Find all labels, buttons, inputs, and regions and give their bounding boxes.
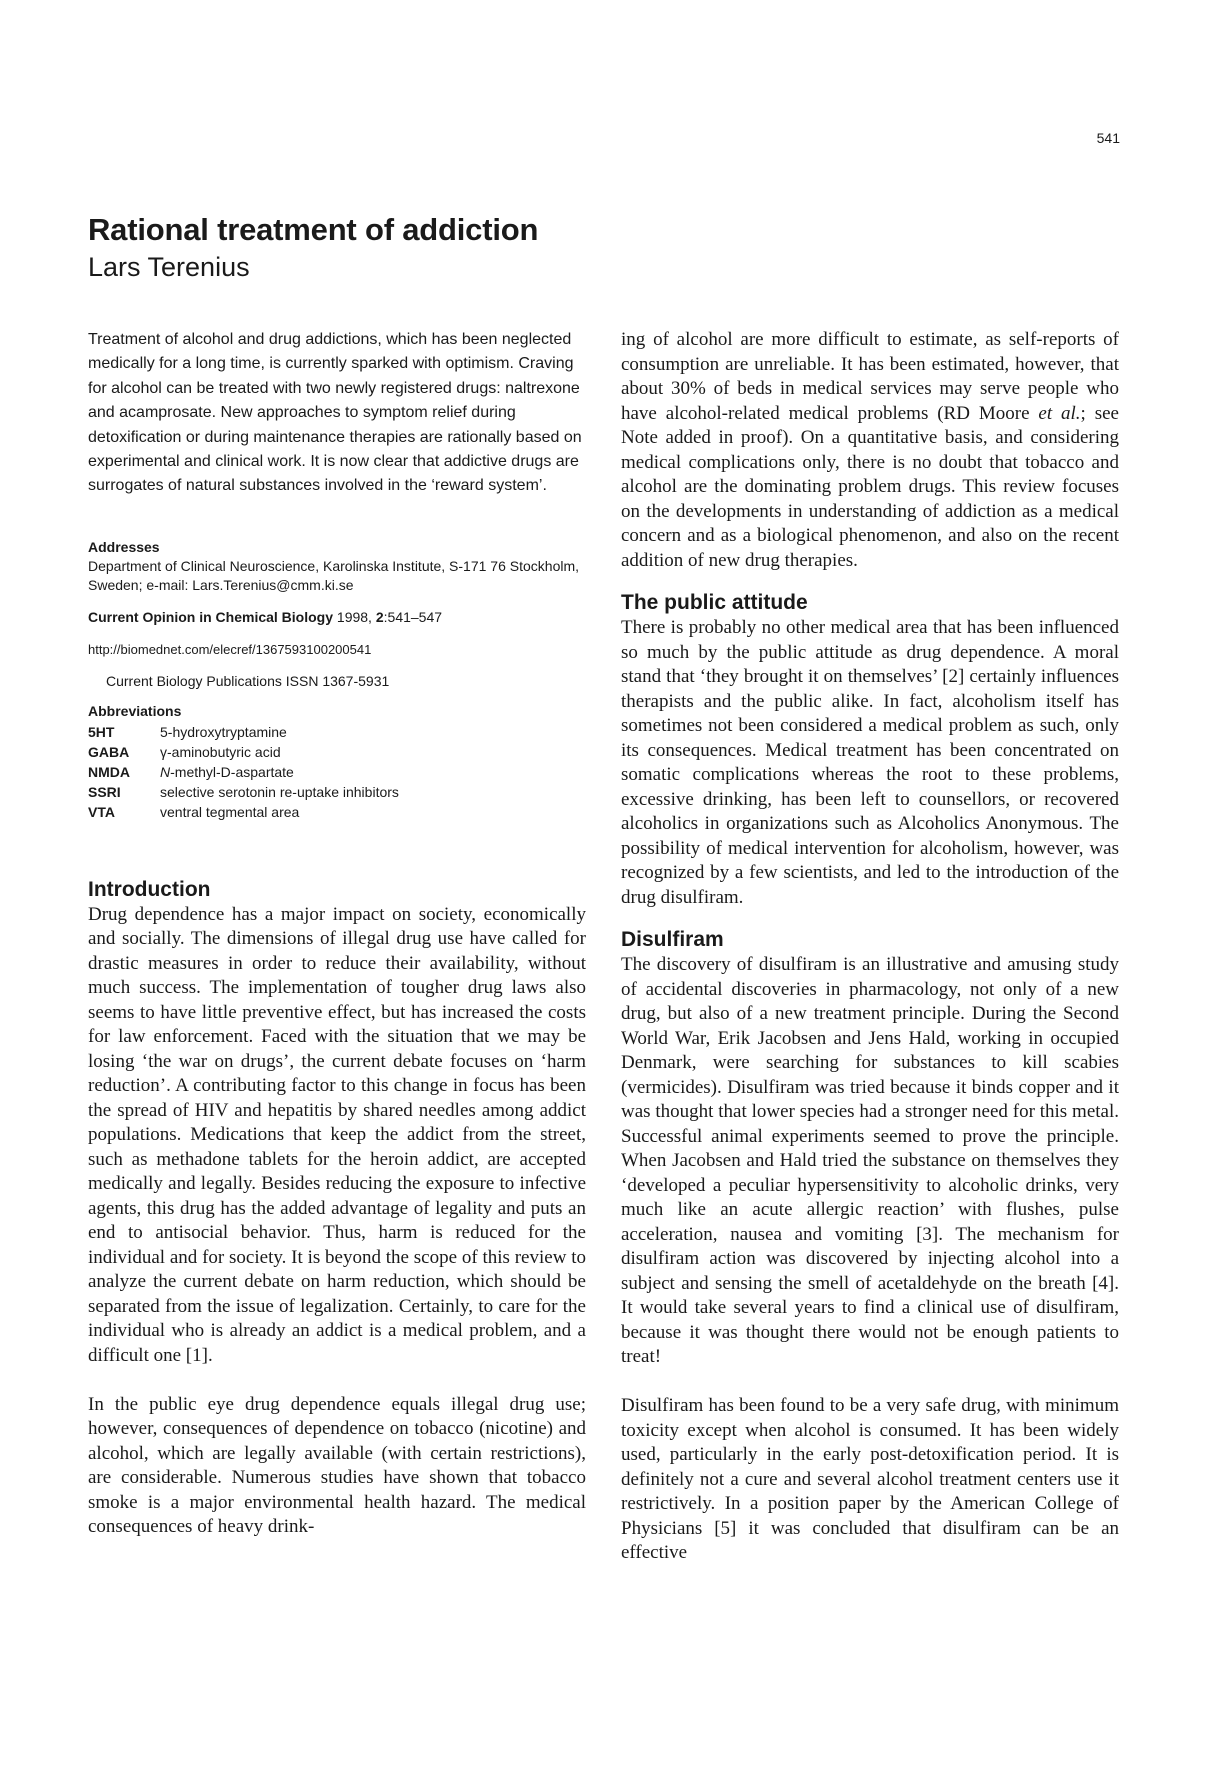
introduction-paragraph-1: Drug dependence has a major impact on society, economically and socially. The dimensions of illegal drug use have called for drastic measures in order to reduce their availability, without much success. The implementation of tougher drug laws also seems to have little preventive effect, but has increased the costs for law enforcement. Faced with the situation that we may be losing ‘the war on drugs’, the current debate focuses on ‘harm reduction’. A contributing factor to this change in focus has been the spread of HIV and hepatitis by shared needles among addict populations. Medications that keep the addict from the street, such as methadone tablets for the heroin addict, are accepted medically and legally. Besides reducing the exposure to infective agents, this drug has the added advantage of legality and puts an end to antisocial behavior. Thus, harm is reduced for the individual and for society. It is beyond the scope of this review to analyze the current debate on harm reduction, which should be separated from the issue of legalization. Certainly, to care for the individual who is already an addict is a medical problem, and a difficult one [1]. — [88, 903, 586, 1366]
public-attitude-paragraph: There is probably no other medical area that has been influenced so much by the public attitude as drug dependence. A moral stand that ‘they brought it on themselves’ [2] certainly influences therapists and the public alike. In fact, alcoholism itself has sometimes not been considered a medical problem as such, only its consequences. Medical treatment has been concentrated on somatic complications whereas the root to these problems, excessive drinking, has been left to counsellors, or recovered alcoholics in organizations such as Alcoholics Anonymous. The possibility of medical intervention for alcoholism, however, was recognized by a few scientists, and led to the introduction of the drug disulfiram. — [621, 617, 1119, 908]
abbreviations-block — [88, 702, 586, 822]
article-header — [88, 210, 688, 284]
continued-text-b: ; see Note added in proof). On a quantitative basis, and considering medical complications only, there is no doubt that tobacco and alcohol are the dominating problem drugs. This review focuses on the developments in understanding of addiction as a medical concern and as a biological phenomenon, and also on the recent addition of new drug therapies. — [621, 402, 1119, 571]
abbreviation-term: VTA — [88, 803, 115, 820]
abbreviation-definition: N-methyl-D-aspartate — [160, 763, 294, 780]
abbreviation-definition: ventral tegmental area — [160, 803, 300, 820]
page-number: 541 — [1096, 130, 1120, 146]
disulfiram-paragraph-2: Disulfiram has been found to be a very safe drug, with minimum toxicity except when alcohol is consumed. It has been widely used, particularly in the early post-detoxification period. It is definitely not a cure and several alcohol treatment centers use it restrictively. In a position paper by the American College of Physicians [5] it was concluded that disulfiram can be an effective — [621, 1395, 1119, 1563]
abbreviations-heading: Abbreviations — [88, 702, 182, 719]
abbreviation-row — [88, 782, 399, 802]
journal-volume: 2 — [375, 608, 384, 625]
addresses-block — [88, 538, 586, 691]
abstract: Treatment of alcohol and drug addictions, which has been neglected medically for a long time, is currently sparked with optimism. Craving for alcohol can be treated with two newly registered drugs: naltrexone and acamprosate. New approaches to symptom relief during detoxification or during maintenance therapies are rationally based on experimental and clinical work. It is now clear that addictive drugs are surrogates of natural substances involved in the ‘reward system’. — [88, 331, 582, 495]
journal-pages: :541–547 — [383, 608, 443, 625]
abbreviation-definition: γ-aminobutyric acid — [160, 743, 281, 760]
continued-text-a: ing of alcohol are more difficult to estimate, as self-reports of consumption are unreliable. It has been estimated, however, that about 30% of beds in medical services may serve people who have alcohol-related medical problems (RD Moore — [621, 329, 1119, 424]
abbreviation-row — [88, 742, 399, 762]
introduction-heading: Introduction — [88, 877, 211, 901]
public-attitude-heading: The public attitude — [621, 591, 808, 614]
abbreviation-term: 5HT — [88, 723, 115, 740]
article-author: Lars Terenius — [88, 252, 250, 282]
journal-name: Current Opinion in Chemical Biology — [88, 608, 334, 625]
article-title: Rational treatment of addiction — [88, 212, 539, 247]
addresses-text: Department of Clinical Neuroscience, Karolinska Institute, S-171 76 Stockholm, Sweden; e-mail: Lars.Terenius@cmm.ki.se — [88, 557, 580, 593]
abbreviation-row — [88, 802, 399, 822]
introduction-paragraph-2-continued — [621, 328, 1119, 573]
abbreviations-table — [88, 722, 399, 822]
issn-line: Current Biology Publications ISSN 1367-5931 — [106, 672, 390, 689]
abbreviation-term: NMDA — [88, 763, 130, 780]
addresses-heading: Addresses — [88, 538, 160, 555]
right-column — [621, 328, 1119, 1566]
abbreviation-row — [88, 722, 399, 742]
journal-citation — [88, 608, 586, 627]
abbreviation-term: GABA — [88, 743, 130, 760]
et-al: et al. — [1038, 402, 1081, 424]
left-column — [88, 328, 586, 1540]
italic-n: N — [160, 763, 171, 780]
disulfiram-heading: Disulfiram — [621, 928, 724, 951]
journal-year: 1998, — [333, 608, 376, 625]
abbreviation-term: SSRI — [88, 783, 121, 800]
abbreviation-definition: selective serotonin re-uptake inhibitors — [160, 783, 399, 800]
abbreviation-definition: 5-hydroxytryptamine — [160, 723, 287, 740]
abbreviation-row — [88, 762, 399, 782]
introduction-paragraph-2: In the public eye drug dependence equals illegal drug use; however, consequences of dependence on tobacco (nicotine) and alcohol, which are legally available (with certain restrictions), are considerable. Numerous studies have shown that tobacco smoke is a major environmental health hazard. The medical consequences of heavy drink- — [88, 1393, 586, 1538]
disulfiram-paragraph-1: The discovery of disulfiram is an illustrative and amusing study of accidental discoveries in pharmacology, not only of a new drug, but also of a new treatment principle. During the Second World War, Erik Jacobsen and Jens Hald, working in occupied Denmark, were searching for substances to kill scabies (vermicides). Disulfiram was tried because it binds copper and it was thought that lower species had a stronger need for this metal. Successful animal experiments seemed to prove the principle. When Jacobsen and Hald tried the substance on themselves they ‘developed a peculiar hypersensitivity to alcoholic drinks, very much like an acute allergic reaction’ with flushes, pulse acceleration, nausea and vomiting [3]. The mechanism for disulfiram action was discovered by injecting alcohol into a subject and sensing the smell of acetaldehyde on the breath [4]. It would take several years to find a clinical use of disulfiram, because it was thought there would not be enough patients to treat! — [621, 954, 1119, 1367]
article-url: http://biomednet.com/elecref/1367593100200541 — [88, 641, 372, 657]
